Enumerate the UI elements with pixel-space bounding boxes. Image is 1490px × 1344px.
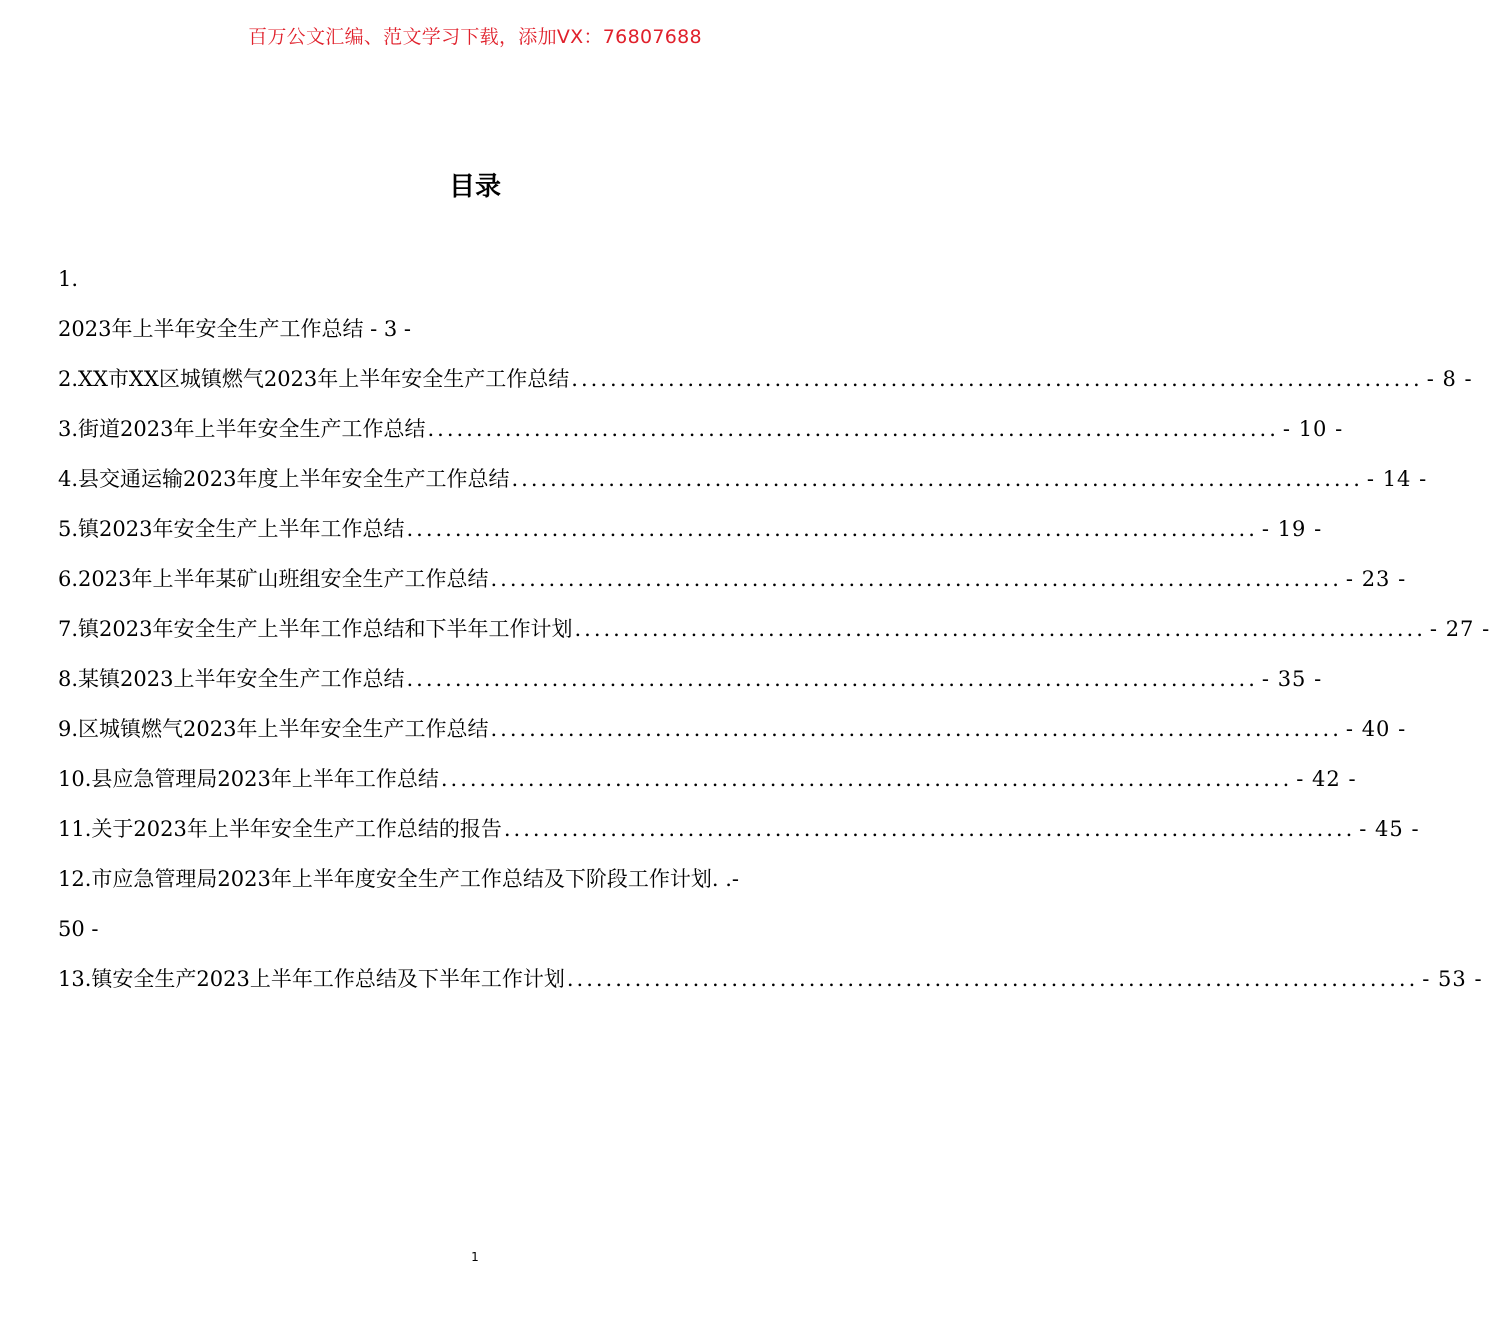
dot-leader: ........................................................................................ bbox=[440, 767, 1293, 791]
dot-leader: ........................................................................................ bbox=[571, 367, 1423, 391]
toc-item-13[interactable] bbox=[58, 954, 1483, 1004]
dot-leader: ........................................................................................ bbox=[490, 567, 1342, 591]
toc-item-page: - 35 - bbox=[1261, 667, 1323, 691]
toc-item-page: - 53 - bbox=[1422, 967, 1483, 991]
dot-leader: ........................................................................................ bbox=[406, 517, 1258, 541]
toc-item-page: - 40 - bbox=[1345, 717, 1407, 741]
toc-item-title: 13.镇安全生产2023上半年工作总结及下半年工作计划 bbox=[58, 967, 565, 991]
toc-item-title: 9.区城镇燃气2023年上半年安全生产工作总结 bbox=[58, 717, 489, 741]
dot-leader: ........................................................................................ bbox=[427, 417, 1279, 441]
toc-item-title: 2.XX市XX区城镇燃气2023年上半年安全生产工作总结 bbox=[58, 367, 570, 391]
toc-item-title: 6.2023年上半年某矿山班组安全生产工作总结 bbox=[58, 567, 489, 591]
toc-item[interactable] bbox=[58, 354, 1473, 404]
toc-item[interactable] bbox=[58, 454, 1428, 504]
toc-item-page: - 23 - bbox=[1345, 567, 1407, 591]
toc-item-title: 10.县应急管理局2023年上半年工作总结 bbox=[58, 767, 439, 791]
footer-page-number: 1 bbox=[471, 1250, 479, 1264]
toc-item-page: - 42 - bbox=[1296, 767, 1357, 791]
toc-item[interactable] bbox=[58, 504, 1323, 554]
toc-item-title: 4.县交通运输2023年度上半年安全生产工作总结 bbox=[58, 467, 510, 491]
toc-item-title: 5.镇2023年安全生产上半年工作总结 bbox=[58, 517, 405, 541]
toc-item-title: 7.镇2023年安全生产上半年工作总结和下半年工作计划 bbox=[58, 617, 573, 641]
toc-item-12[interactable]: 12.市应急管理局2023年上半年度安全生产工作总结及下阶段工作计划. .- bbox=[58, 867, 739, 891]
toc-item-page: - 27 - bbox=[1429, 617, 1490, 641]
dot-leader: ........................................................................................ bbox=[406, 667, 1258, 691]
toc-title: 目录 bbox=[448, 172, 501, 202]
toc-item-title: 8.某镇2023上半年安全生产工作总结 bbox=[58, 667, 405, 691]
header-watermark-note: 百万公文汇编、范文学习下载，添加VX：76807688 bbox=[248, 26, 702, 48]
toc-item-title: 11.关于2023年上半年安全生产工作总结的报告 bbox=[58, 817, 502, 841]
toc-item[interactable] bbox=[58, 704, 1407, 754]
toc-item[interactable] bbox=[58, 804, 1420, 854]
toc-item-page: - 14 - bbox=[1366, 467, 1428, 491]
table-of-contents bbox=[58, 254, 1490, 1004]
toc-item-title: 3.街道2023年上半年安全生产工作总结 bbox=[58, 417, 426, 441]
dot-leader: ........................................................................................ bbox=[503, 817, 1356, 841]
toc-item-page: - 8 - bbox=[1426, 367, 1473, 391]
toc-item[interactable] bbox=[58, 604, 1490, 654]
toc-item-1-number[interactable]: 1. bbox=[58, 267, 79, 291]
toc-item[interactable] bbox=[58, 554, 1407, 604]
toc-item[interactable] bbox=[58, 404, 1344, 454]
toc-item-page: - 19 - bbox=[1261, 517, 1323, 541]
dot-leader: ........................................................................................ bbox=[566, 967, 1419, 991]
dot-leader: ........................................................................................ bbox=[574, 617, 1426, 641]
toc-item-page: - 10 - bbox=[1282, 417, 1344, 441]
dot-leader: ........................................................................................ bbox=[490, 717, 1342, 741]
toc-item-page: - 45 - bbox=[1359, 817, 1420, 841]
toc-item-12-page[interactable]: 50 - bbox=[58, 917, 99, 941]
toc-item[interactable] bbox=[58, 754, 1357, 804]
dot-leader: ........................................................................................ bbox=[511, 467, 1363, 491]
toc-item[interactable] bbox=[58, 654, 1323, 704]
toc-item-1[interactable]: 2023年上半年安全生产工作总结 - 3 - bbox=[58, 317, 412, 341]
